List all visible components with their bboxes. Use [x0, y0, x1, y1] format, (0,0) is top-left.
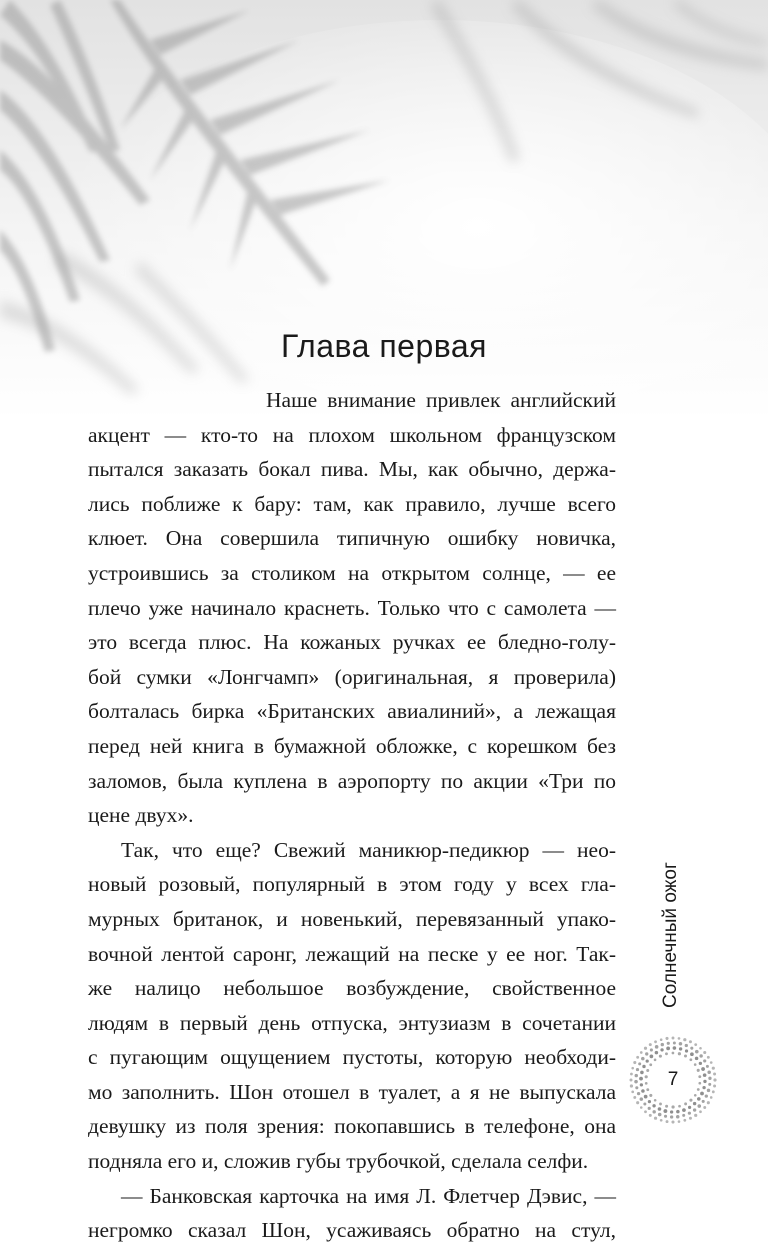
text-line: подняла его и, сложив губы трубочкой, сделала селфи. [88, 1149, 589, 1174]
chapter-title: Глава первая [280, 328, 487, 364]
body-text [88, 383, 616, 1248]
text-line: вочной лентой саронг, лежащий на песке у ее ног. Так- [88, 941, 616, 966]
page-number: 7 [667, 1069, 679, 1090]
text-line: людям в первый день отпуска, энтузиазм в сочетании [88, 1010, 616, 1035]
text-line: Так, что еще? Свежий маникюр-педикюр — нео- [121, 837, 616, 862]
text-line: мо заполнить. Шон отошел в туалет, а я не выпускала [88, 1079, 616, 1104]
running-head-text: Солнечный ожог [660, 862, 681, 1008]
text-line: новый розовый, популярный в этом году у всех гла- [88, 872, 616, 897]
text-line: акцент — кто-то на плохом школьном французском [88, 422, 616, 447]
paragraph [88, 833, 616, 1179]
text-line: устроившись за столиком на открытом солнце, — ее [88, 560, 616, 585]
text-line: лись поближе к бару: там, как правило, лучше всего [88, 491, 616, 516]
text-line: бой сумки «Лонгчамп» (оригинальная, я проверила) [88, 664, 616, 689]
paragraph [88, 1179, 616, 1248]
text-line: — Банковская карточка на имя Л. Флетчер Дэвис, — [121, 1183, 616, 1208]
text-line: девушку из поля зрения: покопавшись в телефоне, она [88, 1114, 616, 1139]
text-line: клюет. Она совершила типичную ошибку новичка, [88, 526, 616, 551]
text-line: мурных британок, и новенький, перевязанный упако- [88, 906, 616, 931]
text-line: негромко сказал Шон, усаживаясь обратно на стул, [88, 1218, 616, 1243]
text-line: цене двух». [88, 803, 194, 828]
text-line: же налицо небольшое возбуждение, свойственное [88, 976, 616, 1001]
text-line: болталась бирка «Британских авиалиний», а лежащая [88, 699, 616, 724]
text-line: плечо уже начинало краснеть. Только что с самолета — [88, 595, 616, 620]
text-line: заломов, была куплена в аэропорту по акции «Три по [88, 768, 616, 793]
text-line: Наше внимание привлек английский [266, 388, 616, 412]
paragraph [88, 383, 616, 833]
text-line: перед ней книга в бумажной обложке, с корешком без [88, 733, 616, 758]
text-line: с пугающим ощущением пустоты, которую необходи- [88, 1045, 616, 1070]
text-line: это всегда плюс. На кожаных ручках ее бледно-голу- [88, 630, 616, 655]
text-line: пытался заказать бокал пива. Мы, как обычно, держа- [88, 457, 616, 482]
page-number-badge [628, 1035, 718, 1125]
